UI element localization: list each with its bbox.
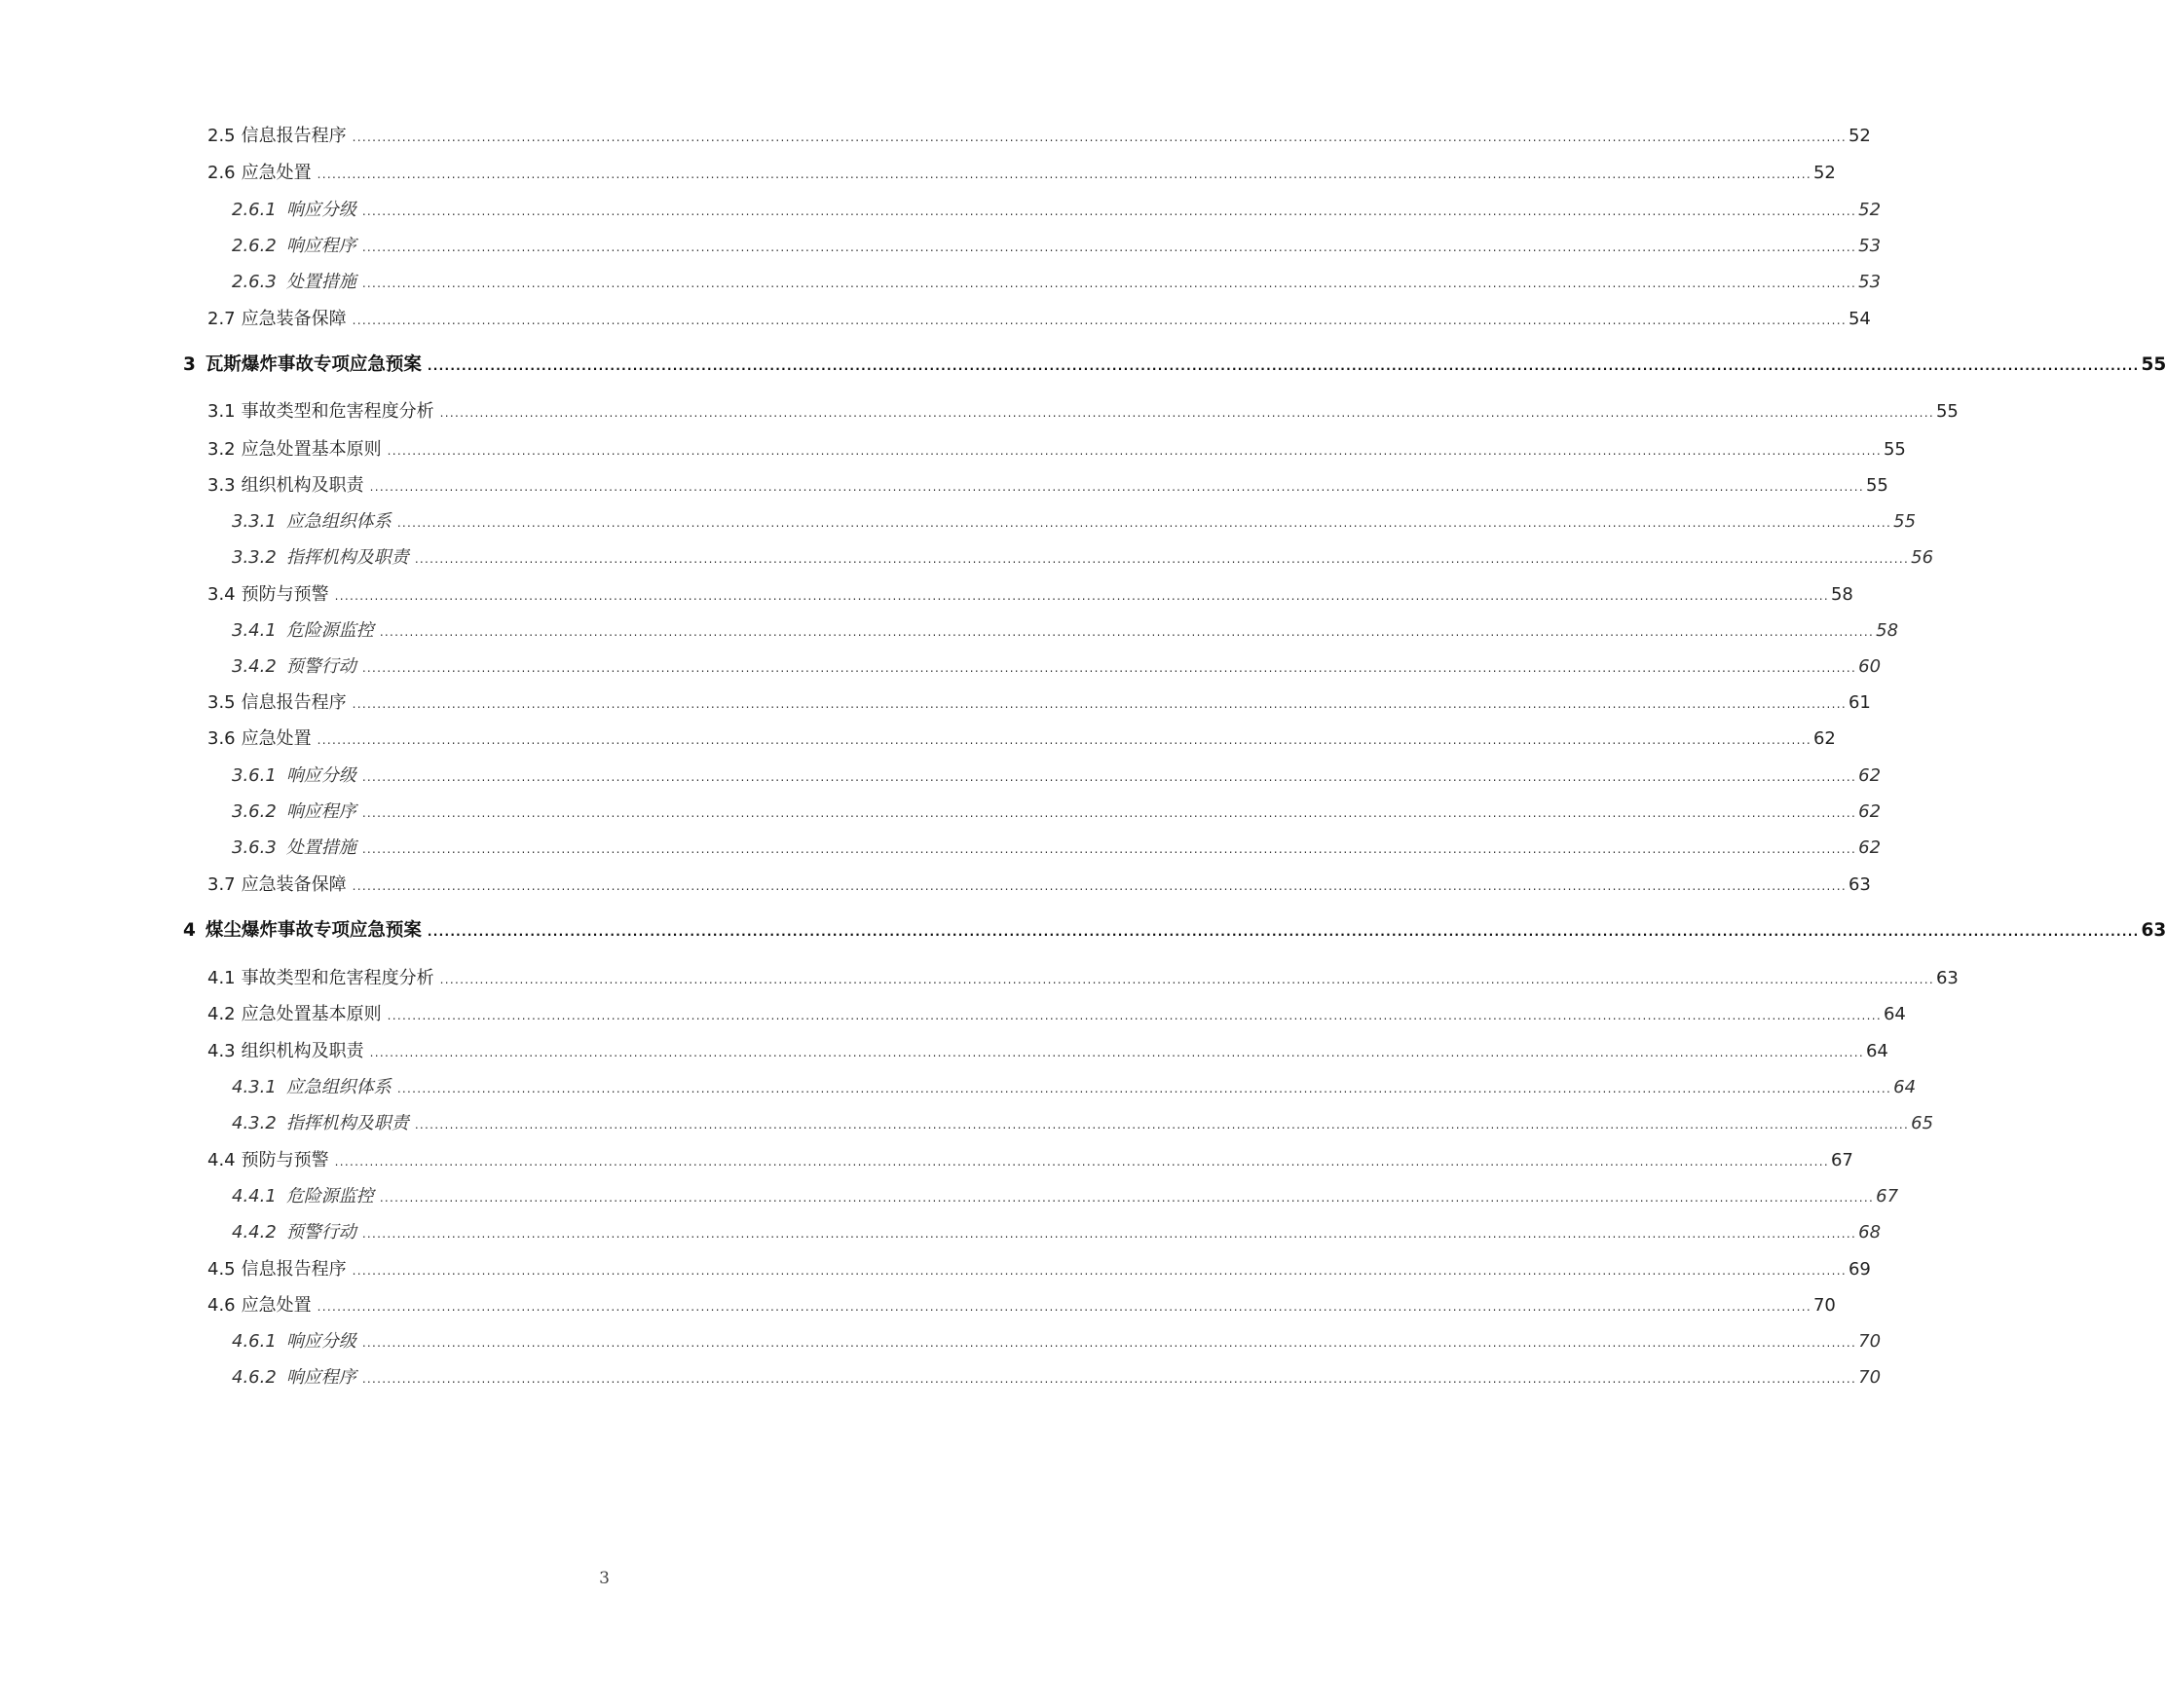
toc-dot-leader: ............................................................................................................................................................................................................................................................................................................	[427, 925, 2140, 939]
toc-entry-number: 4.6.2	[232, 1367, 277, 1388]
toc-entry-number: 2.6.3	[232, 272, 277, 292]
toc-entry-number: 4.4	[207, 1150, 236, 1170]
toc-entry-number: 2.7	[207, 309, 236, 329]
toc-entry-page: 62	[1812, 728, 1836, 749]
toc-dot-leader: ............................................................................................................................................................................................................................................................................................................	[361, 1227, 1857, 1241]
toc-dot-leader: ............................................................................................................................................................................................................................................................................................................	[439, 406, 1934, 420]
toc-entry[interactable]	[207, 122, 1871, 151]
toc-dot-leader: ............................................................................................................................................................................................................................................................................................................	[361, 842, 1857, 856]
toc-entry-title: 瓦斯爆炸事故专项应急预案	[205, 354, 422, 375]
toc-entry-title: 应急处置基本原则	[241, 439, 382, 460]
toc-dot-leader: ............................................................................................................................................................................................................................................................................................................	[352, 130, 1847, 144]
toc-dot-leader: ............................................................................................................................................................................................................................................................................................................	[361, 241, 1857, 254]
toc-entry-number: 3.2	[207, 439, 236, 460]
toc-dot-leader: ............................................................................................................................................................................................................................................................................................................	[361, 277, 1857, 290]
toc-dot-leader: ............................................................................................................................................................................................................................................................................................................	[414, 1118, 1910, 1132]
toc-entry-page: 52	[1812, 163, 1836, 183]
toc-entry[interactable]	[232, 1327, 1882, 1356]
toc-entry-title: 预防与预警	[241, 584, 329, 605]
toc-entry[interactable]	[232, 196, 1882, 225]
toc-entry[interactable]	[232, 1182, 1899, 1211]
toc-entry-title: 响应程序	[285, 1367, 356, 1388]
toc-entry-number: 3.4.2	[232, 656, 277, 677]
toc-entry-title: 信息报告程序	[241, 126, 347, 146]
toc-entry-title: 应急装备保障	[241, 874, 347, 895]
toc-entry[interactable]	[232, 798, 1882, 827]
toc-entry[interactable]	[232, 232, 1882, 261]
toc-entry-title: 应急组织体系	[285, 511, 392, 532]
toc-dot-leader: ............................................................................................................................................................................................................................................................................................................	[361, 1372, 1857, 1386]
toc-entry[interactable]	[207, 397, 1959, 427]
toc-entry-title: 响应程序	[285, 236, 356, 256]
toc-entry-page: 55	[1935, 401, 1959, 422]
toc-entry-title: 应急处置	[241, 1295, 312, 1316]
toc-entry[interactable]	[232, 543, 1934, 573]
toc-entry-title: 危险源监控	[285, 620, 374, 641]
toc-entry-number: 3.3.2	[232, 547, 277, 568]
toc-dot-leader: ............................................................................................................................................................................................................................................................................................................	[361, 770, 1857, 784]
toc-entry[interactable]	[207, 305, 1871, 334]
toc-entry[interactable]	[207, 1146, 1853, 1175]
toc-entry-page: 68	[1858, 1222, 1882, 1243]
toc-entry-page: 65	[1911, 1113, 1934, 1133]
toc-entry[interactable]	[232, 268, 1882, 297]
toc-entry-page: 54	[1848, 309, 1871, 329]
toc-entry-number: 3.7	[207, 874, 236, 895]
toc-entry-number: 4.1	[207, 968, 236, 988]
toc-entry[interactable]	[232, 1363, 1882, 1392]
toc-entry-page: 69	[1848, 1259, 1871, 1280]
toc-entry-title: 信息报告程序	[241, 1259, 347, 1280]
toc-entry[interactable]	[232, 834, 1882, 863]
toc-entry-title: 响应程序	[285, 801, 356, 822]
toc-dot-leader: ............................................................................................................................................................................................................................................................................................................	[317, 167, 1811, 181]
toc-entry[interactable]	[207, 1000, 1906, 1029]
toc-entry-page: 53	[1858, 236, 1882, 256]
toc-dot-leader: ............................................................................................................................................................................................................................................................................................................	[352, 314, 1847, 327]
toc-entry-title: 应急装备保障	[241, 309, 347, 329]
toc-dot-leader: ............................................................................................................................................................................................................................................................................................................	[414, 552, 1910, 566]
toc-entry[interactable]	[207, 964, 1959, 993]
toc-entry-number: 4.4.1	[232, 1186, 277, 1207]
toc-entry-page: 56	[1911, 547, 1934, 568]
toc-dot-leader: ............................................................................................................................................................................................................................................................................................................	[439, 973, 1934, 986]
toc-entry-title: 煤尘爆炸事故专项应急预案	[205, 920, 422, 941]
toc-entry-page: 67	[1830, 1150, 1853, 1170]
toc-entry-number: 3.4	[207, 584, 236, 605]
toc-entry-title: 信息报告程序	[241, 692, 347, 713]
toc-entry-page: 58	[1830, 584, 1853, 605]
toc-entry-page: 53	[1858, 272, 1882, 292]
toc-entry[interactable]	[232, 616, 1899, 646]
toc-entry-number: 4.5	[207, 1259, 236, 1280]
toc-entry-number: 4.6	[207, 1295, 236, 1316]
toc-entry[interactable]	[232, 1109, 1934, 1138]
toc-entry-title: 预警行动	[285, 656, 356, 677]
toc-entry[interactable]	[207, 724, 1836, 754]
toc-dot-leader: ............................................................................................................................................................................................................................................................................................................	[387, 1009, 1882, 1022]
toc-entry-title: 响应分级	[285, 1331, 356, 1352]
toc-entry[interactable]	[232, 1218, 1882, 1247]
toc-entry[interactable]	[207, 580, 1853, 610]
toc-entry-page: 70	[1858, 1367, 1882, 1388]
toc-entry-number: 2.6.1	[232, 200, 277, 220]
toc-entry[interactable]	[207, 159, 1836, 188]
toc-dot-leader: ............................................................................................................................................................................................................................................................................................................	[352, 697, 1847, 711]
toc-dot-leader: ............................................................................................................................................................................................................................................................................................................	[361, 204, 1857, 218]
toc-entry-title: 预警行动	[285, 1222, 356, 1243]
toc-entry-page: 64	[1893, 1077, 1917, 1097]
toc-entry-title: 事故类型和危害程度分析	[241, 401, 434, 422]
toc-dot-leader: ............................................................................................................................................................................................................................................................................................................	[369, 480, 1864, 494]
toc-entry-page: 55	[2141, 354, 2166, 375]
toc-entry-page: 58	[1876, 620, 1899, 641]
toc-dot-leader: ............................................................................................................................................................................................................................................................................................................	[396, 1082, 1892, 1095]
toc-entry-number: 3.4.1	[232, 620, 277, 641]
toc-entry-page: 52	[1858, 200, 1882, 220]
toc-entry[interactable]	[207, 471, 1888, 501]
toc-entry-page: 55	[1865, 475, 1888, 496]
toc-entry[interactable]	[207, 871, 1871, 900]
toc-entry-title: 事故类型和危害程度分析	[241, 968, 434, 988]
toc-entry-page: 61	[1848, 692, 1871, 713]
toc-entry-title: 响应分级	[285, 200, 356, 220]
toc-entry-title: 应急组织体系	[285, 1077, 392, 1097]
toc-entry-page: 60	[1858, 656, 1882, 677]
toc-entry-page: 55	[1893, 511, 1917, 532]
toc-entry-title: 指挥机构及职责	[285, 1113, 409, 1133]
toc-entry-page: 63	[2141, 920, 2166, 941]
toc-entry-number: 3.3.1	[232, 511, 277, 532]
toc-entry-page: 64	[1865, 1041, 1888, 1061]
toc-entry[interactable]	[207, 1037, 1888, 1066]
toc-entry-number: 3.6.3	[232, 837, 277, 858]
toc-entry-number: 3	[183, 354, 196, 375]
toc-entry-title: 处置措施	[285, 837, 356, 858]
toc-entry-number: 2.5	[207, 126, 236, 146]
toc-entry[interactable]	[232, 1073, 1917, 1102]
toc-dot-leader: ............................................................................................................................................................................................................................................................................................................	[361, 806, 1857, 820]
toc-dot-leader: ............................................................................................................................................................................................................................................................................................................	[369, 1046, 1864, 1059]
toc-entry-number: 4.4.2	[232, 1222, 277, 1243]
toc-entry-number: 3.5	[207, 692, 236, 713]
toc-entry[interactable]	[207, 688, 1871, 718]
toc-entry[interactable]	[232, 507, 1917, 537]
toc-dot-leader: ............................................................................................................................................................................................................................................................................................................	[334, 589, 1829, 603]
toc-entry-title: 预防与预警	[241, 1150, 329, 1170]
toc-entry[interactable]	[207, 1291, 1836, 1320]
toc-entry-title: 组织机构及职责	[241, 1041, 364, 1061]
toc-dot-leader: ............................................................................................................................................................................................................................................................................................................	[379, 625, 1875, 639]
toc-entry-title: 危险源监控	[285, 1186, 374, 1207]
toc-entry-page: 70	[1812, 1295, 1836, 1316]
toc-dot-leader: ............................................................................................................................................................................................................................................................................................................	[379, 1191, 1875, 1205]
toc-entry-number: 3.3	[207, 475, 236, 496]
toc-entry-number: 4.6.1	[232, 1331, 277, 1352]
toc-entry-title: 组织机构及职责	[241, 475, 364, 496]
page-number: 3	[599, 1569, 610, 1588]
toc-dot-leader: ............................................................................................................................................................................................................................................................................................................	[317, 733, 1811, 747]
toc-entry-number: 4.3.1	[232, 1077, 277, 1097]
toc-entry-page: 55	[1883, 439, 1906, 460]
toc-dot-leader: ............................................................................................................................................................................................................................................................................................................	[361, 661, 1857, 675]
toc-entry-number: 4.2	[207, 1004, 236, 1024]
toc-entry-title: 应急处置	[241, 728, 312, 749]
toc-entry-number: 2.6	[207, 163, 236, 183]
toc-entry-title: 指挥机构及职责	[285, 547, 409, 568]
toc-entry-page: 62	[1858, 801, 1882, 822]
toc-entry[interactable]	[232, 652, 1882, 682]
toc-entry[interactable]	[207, 435, 1906, 464]
toc-dot-leader: ............................................................................................................................................................................................................................................................................................................	[361, 1336, 1857, 1350]
toc-dot-leader: ............................................................................................................................................................................................................................................................................................................	[352, 1264, 1847, 1278]
toc-entry-number: 3.6.2	[232, 801, 277, 822]
toc-entry-title: 处置措施	[285, 272, 356, 292]
toc-entry-number: 4.3	[207, 1041, 236, 1061]
toc-entry[interactable]	[183, 916, 2166, 946]
toc-dot-leader: ............................................................................................................................................................................................................................................................................................................	[427, 359, 2140, 373]
toc-entry-page: 62	[1858, 837, 1882, 858]
toc-entry-page: 70	[1858, 1331, 1882, 1352]
toc-entry-page: 67	[1876, 1186, 1899, 1207]
toc-entry-number: 3.6.1	[232, 765, 277, 786]
toc-entry[interactable]	[183, 351, 2166, 380]
toc-entry-page: 64	[1883, 1004, 1906, 1024]
toc-entry-page: 62	[1858, 765, 1882, 786]
toc-dot-leader: ............................................................................................................................................................................................................................................................................................................	[387, 444, 1882, 458]
toc-entry-page: 63	[1848, 874, 1871, 895]
toc-dot-leader: ............................................................................................................................................................................................................................................................................................................	[396, 516, 1892, 530]
toc-entry[interactable]	[232, 761, 1882, 791]
toc-dot-leader: ............................................................................................................................................................................................................................................................................................................	[352, 879, 1847, 893]
toc-dot-leader: ............................................................................................................................................................................................................................................................................................................	[317, 1300, 1811, 1314]
toc-entry[interactable]	[207, 1255, 1871, 1284]
toc-entry-title: 应急处置基本原则	[241, 1004, 382, 1024]
toc-entry-page: 52	[1848, 126, 1871, 146]
toc-entry-number: 4	[183, 920, 196, 941]
toc-entry-number: 4.3.2	[232, 1113, 277, 1133]
toc-entry-number: 3.6	[207, 728, 236, 749]
toc-entry-title: 应急处置	[241, 163, 312, 183]
toc-dot-leader: ............................................................................................................................................................................................................................................................................................................	[334, 1155, 1829, 1169]
toc-entry-number: 3.1	[207, 401, 236, 422]
toc-entry-number: 2.6.2	[232, 236, 277, 256]
toc-entry-page: 63	[1935, 968, 1959, 988]
toc-entry-title: 响应分级	[285, 765, 356, 786]
